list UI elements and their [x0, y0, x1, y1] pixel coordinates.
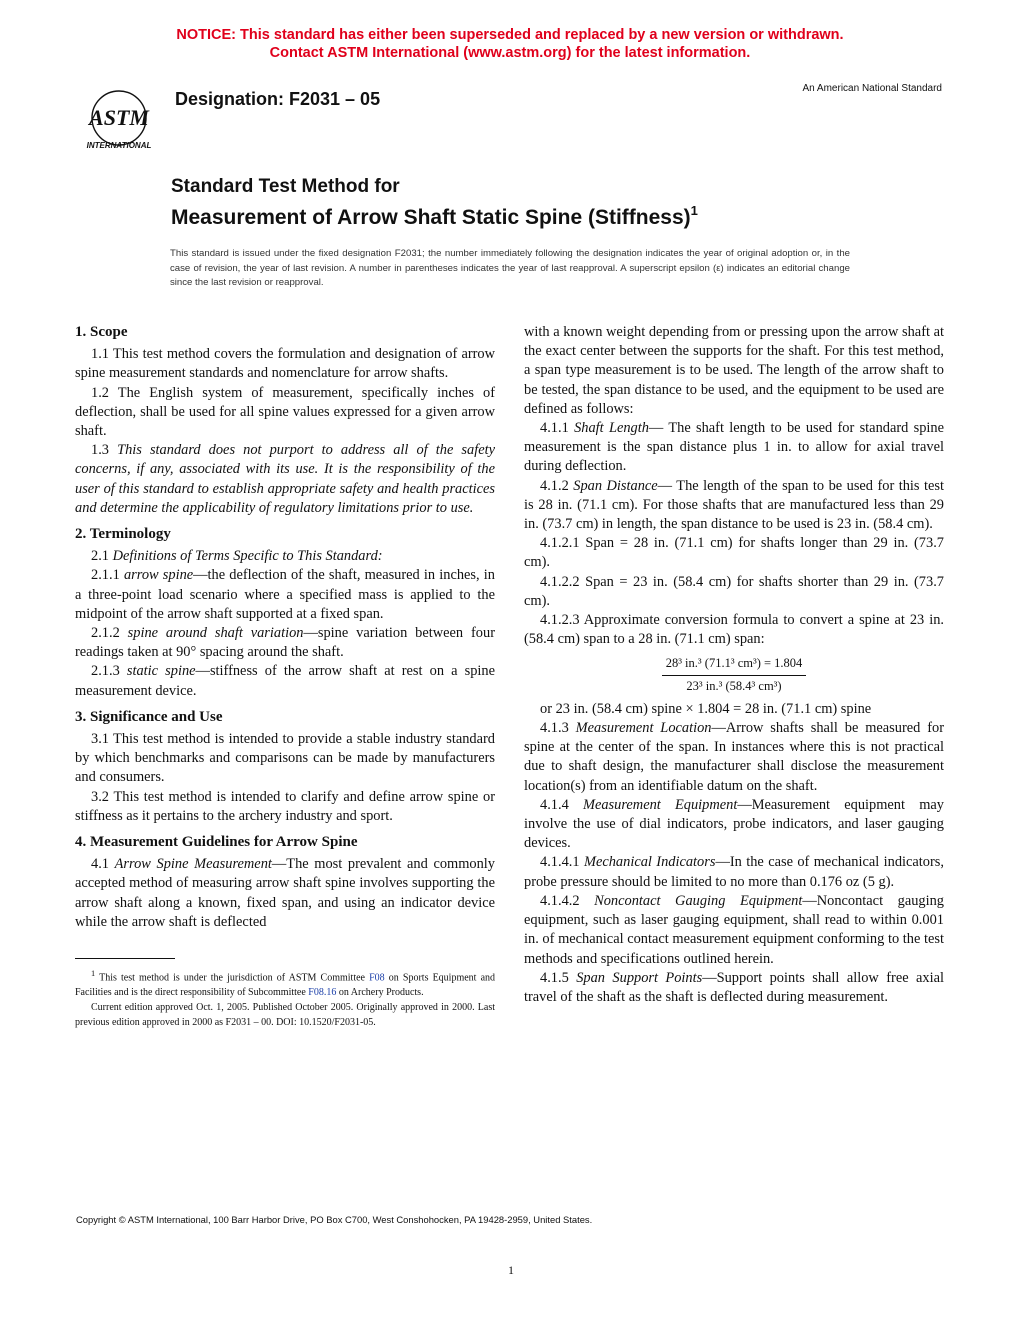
- para-4-1-4: [524, 796, 944, 854]
- para-2-1-1: [75, 566, 495, 624]
- para-4-1-4-1-number: 4.1.4.1: [540, 854, 584, 871]
- para-1-3-number: 1.3: [91, 442, 118, 459]
- term-noncontact-gauging: Noncontact Gauging Equipment: [594, 892, 803, 909]
- para-4-1-5-number: 4.1.5: [540, 969, 577, 986]
- title-footnote-mark: 1: [690, 203, 698, 218]
- footnote-1-text-c: on Archery Products.: [336, 987, 424, 999]
- term-measurement-location: Measurement Location: [575, 720, 712, 737]
- footnote-1-mark: 1: [91, 969, 96, 979]
- left-column: [75, 323, 495, 1030]
- subcommittee-f08-16-link[interactable]: F08.16: [308, 987, 337, 999]
- title-line-2-text: Measurement of Arrow Shaft Static Spine (Stiffness): [171, 206, 691, 229]
- para-4-1-2-text: — The length of the span to be used for this test is 28 in. (71.1 cm). For those shafts that are manufactured less than 29 in. (73.7 cm) in length, the span distance to be used is 23 in. (58.4 cm).: [524, 477, 944, 533]
- right-column: [524, 323, 944, 1007]
- designation: Designation: F2031 – 05: [175, 89, 381, 109]
- formula-denominator: 23³ in.³ (58.4³ cm³): [686, 678, 782, 693]
- para-4-1-2-2: 4.1.2.2 Span = 23 in. (58.4 cm) for shafts shorter than 29 in. (73.7 cm).: [524, 573, 944, 609]
- logo-subtext: INTERNATIONAL: [86, 141, 152, 150]
- term-mechanical-indicators: Mechanical Indicators: [583, 854, 716, 871]
- para-2-1-2-number: 2.1.2: [91, 625, 128, 642]
- para-4-1-3: [524, 719, 944, 796]
- document-title: [171, 176, 698, 231]
- para-3-2: 3.2 This test method is intended to clarify and define arrow spine or stiffness as it pertains to the archery industry and sport.: [75, 788, 495, 824]
- para-4-1-4-1-text: —In the case of mechanical indicators, probe pressure should be limited to no more than 0.176 oz (5 g).: [524, 854, 944, 890]
- title-line-2: [171, 198, 698, 231]
- term-arrow-spine: arrow spine: [123, 567, 194, 584]
- section-1-heading: 1. Scope: [75, 324, 128, 340]
- footnote-divider: [75, 958, 175, 959]
- para-4-1-3-number: 4.1.3: [540, 720, 576, 737]
- para-4-1-4-number: 4.1.4: [540, 796, 583, 813]
- term-shaft-length: Shaft Length: [574, 420, 649, 437]
- para-2-1: [75, 547, 495, 566]
- supersede-notice: [0, 26, 1020, 62]
- para-4-1-4-2-number: 4.1.4.2: [540, 892, 595, 909]
- title-line-1: Standard Test Method for: [171, 176, 400, 197]
- para-2-1-1-number: 2.1.1: [91, 567, 124, 584]
- para-2-1-2-text: —spine variation between four readings taken at 90° spacing around the shaft.: [75, 625, 495, 661]
- footnote-1: [75, 967, 495, 1001]
- para-4-1-5-text: —Support points shall allow free axial travel of the shaft as the shaft is deflected during measurement.: [524, 969, 944, 1005]
- para-2-1-2: [75, 624, 495, 662]
- para-4-1-2-3: 4.1.2.3 Approximate conversion formula to convert a spine at 23 in. (58.4 cm) span to a 28 in. (71.1 cm) span:: [524, 612, 944, 648]
- footnote-1-text-b: on Sports Equipment and Facilities and is the direct responsibility of Subcommittee: [75, 972, 496, 999]
- committee-f08-link[interactable]: F08: [369, 972, 385, 984]
- term-span-support-points: Span Support Points: [576, 969, 703, 986]
- para-4-1-4-1: [524, 853, 944, 891]
- copyright-line: Copyright © ASTM International, 100 Barr Harbor Drive, PO Box C700, West Conshohocken, PA 19428-2959, United States.: [76, 1214, 593, 1225]
- para-4-1-2-number: 4.1.2: [540, 477, 574, 494]
- conversion-formula: [524, 654, 944, 695]
- formula-numerator: 28³ in.³ (71.1³ cm³) = 1.804: [662, 654, 807, 675]
- para-2-1-number: 2.1: [91, 548, 113, 565]
- para-4-1-2: [524, 477, 944, 535]
- para-4-1-text: —The most prevalent and commonly accepted method of measuring arrow shaft spine involves supporting the arrow shaft along a known, fixed span, and using an indicator device while the arrow shaft is deflected: [75, 856, 495, 930]
- para-1-2: 1.2 The English system of measurement, specifically inches of deflection, shall be used for all spine values expressed for a given arrow shaft.: [75, 384, 495, 440]
- para-4-1-5: [524, 969, 944, 1007]
- term-span-distance: Span Distance: [573, 477, 658, 494]
- para-1-3-text: This standard does not purport to address all of the safety concerns, if any, associated with its use. It is the responsibility of the user of this standard to establish appropriate safety and health practices and determine the applicability of regulatory limitations prior to use.: [75, 442, 495, 516]
- para-4-1-number: 4.1: [91, 856, 115, 873]
- term-measurement-equipment: Measurement Equipment: [582, 796, 738, 813]
- american-national-standard: An American National Standard: [802, 83, 942, 94]
- para-2-1-3-number: 2.1.3: [91, 663, 127, 680]
- formula-fraction: [662, 654, 807, 695]
- notice-line-2: Contact ASTM International (www.astm.org) for the latest information.: [269, 45, 751, 61]
- para-1-1: 1.1 This test method covers the formulation and designation of arrow spine measurement standards and nomenclature for arrow shafts.: [75, 346, 495, 382]
- para-4-1-2-1: 4.1.2.1 Span = 28 in. (71.1 cm) for shafts longer than 29 in. (73.7 cm).: [524, 535, 944, 571]
- term-static-spine: static spine: [126, 663, 196, 680]
- para-4-1-4-2-text: —Noncontact gauging equipment, such as laser gauging equipment, shall read to within 0.001 in. of mechanical contact measurement equipment conforming to the test methods and specifications outlined herein.: [524, 892, 944, 967]
- logo-text: ASTM: [89, 105, 149, 130]
- section-2-heading: 2. Terminology: [75, 526, 171, 543]
- para-2-1-1-text: —the deflection of the shaft, measured in inches, in a three-point load scenario where a specified mass is applied to the midpoint of the arrow shaft supported at a fixed span.: [75, 567, 495, 622]
- astm-logo: [74, 80, 164, 152]
- para-4-1-3-text: —Arrow shafts shall be measured for spine at the center of the span. In instances where this is not practical due to shaft design, the manufacturer shall disclose the measurement location(s) from an identifiable datum on the shaft.: [524, 720, 944, 794]
- formula-result: or 23 in. (58.4 cm) spine × 1.804 = 28 in. (71.1 cm) spine: [540, 700, 872, 717]
- para-4-1-4-2: [524, 892, 944, 969]
- term-arrow-spine-measurement: Arrow Spine Measurement: [114, 856, 272, 873]
- term-spine-variation: spine around shaft variation: [127, 625, 304, 642]
- notice-line-1: NOTICE: This standard has either been superseded and replaced by a new version or withdrawn.: [176, 27, 844, 43]
- para-4-1: [75, 855, 495, 932]
- para-2-1-text: Definitions of Terms Specific to This Standard:: [112, 548, 383, 565]
- page-number: 1: [508, 1263, 514, 1277]
- footnote-1-text-a: This test method is under the jurisdiction of ASTM Committee: [95, 972, 370, 984]
- para-2-1-3-text: —stiffness of the arrow shaft at rest on a spine measurement device.: [75, 663, 495, 699]
- section-3-heading: 3. Significance and Use: [75, 708, 223, 725]
- para-2-1-3: [75, 662, 495, 700]
- issued-note: This standard is issued under the fixed designation F2031; the number immediately following the designation indicates the year of original adoption or, in the case of revision, the year of last revision. A number in parentheses indicates the year of last reapproval. A superscript epsilon (ε) indicates an editorial change since the last revision or reapproval.: [170, 248, 850, 288]
- para-4-1-continued: with a known weight depending from or pressing upon the arrow shaft at the exact center between the supports for the shaft. For this test method, a span type measurement is to be used. The length of the arrow shaft to be tested, the span distance to be used, and the equipment to be used are defined as follows:: [524, 324, 944, 417]
- para-3-1: 3.1 This test method is intended to provide a stable industry standard by which benchmarks and comparisons can be made by manufacturers and consumers.: [75, 731, 495, 786]
- footnotes: [75, 967, 495, 1030]
- para-4-1-1: [524, 419, 944, 477]
- para-4-1-1-text: — The shaft length to be used for standard spine measurement is the span distance plus 1 in. to allow for axial travel during deflection.: [524, 420, 944, 475]
- para-1-3: [75, 441, 495, 518]
- footnote-edition: Current edition approved Oct. 1, 2005. Published October 2005. Originally approved in 2000. Last previous edition approved in 2000 as F2031 – 00. DOI: 10.1520/F2031-05.: [75, 1001, 495, 1028]
- section-4-heading: 4. Measurement Guidelines for Arrow Spine: [75, 834, 358, 851]
- para-4-1-4-text: —Measurement equipment may involve the use of dial indicators, probe indicators, and laser gauging devices.: [524, 796, 944, 852]
- para-4-1-1-number: 4.1.1: [540, 420, 575, 437]
